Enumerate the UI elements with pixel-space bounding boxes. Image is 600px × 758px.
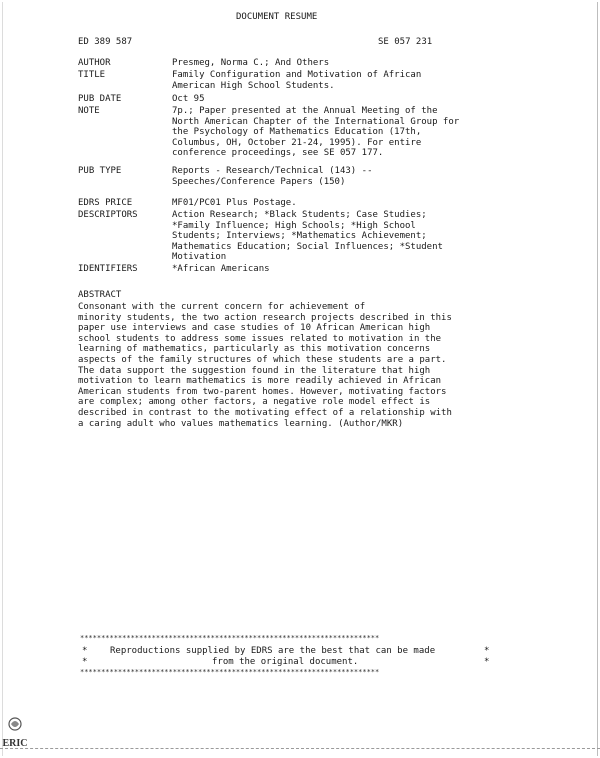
bottom-edge-rule [0,748,600,749]
field-value-pub-date: Oct 95 [172,94,205,104]
field-label-descriptors: DESCRIPTORS [78,210,138,220]
eric-emblem-icon [2,714,28,750]
field-value-note: 7p.; Paper presented at the Annual Meeting of the North American Chapter of the International Group for the Psychology of Mathematics Education (17th, Columbus, OH, October 21-24, 1995). For entire conference proceedings, see SE 057 177. [172,106,460,159]
ed-number: ED 389 587 [78,37,133,47]
se-number: SE 057 231 [378,37,433,47]
field-label-pub-type: PUB TYPE [78,166,122,176]
field-value-title: Family Configuration and Motivation of African American High School Students. [172,70,422,91]
abstract-label: ABSTRACT [78,290,122,300]
field-value-edrs-price: MF01/PC01 Plus Postage. [172,198,297,208]
eric-logo [2,714,28,750]
field-label-pub-date: PUB DATE [78,94,122,104]
footer-star-right-1: * [484,646,490,656]
footer-line-2: from the original document. [212,657,359,667]
field-label-author: AUTHOR [78,58,111,68]
footer-line-1: Reproductions supplied by EDRS are the best that can be made [110,646,436,656]
field-value-identifiers: *African Americans [172,264,270,274]
field-value-author: Presmeg, Norma C.; And Others [172,58,330,68]
footer-star-rule-top: *********************************************************************** [80,634,380,642]
footer-star-left-2: * [82,657,88,667]
abstract-text: Consonant with the current concern for achievement of minority students, the two action research projects described in this paper use interviews and case studies of 10 African American high school students to address some issues related to motivation in the learning of mathematics, particularly as this motivation concerns aspects of the family structures of which these students are a part. The data support the suggestion found in the literature that high motivation to learn mathematics is more readily achieved in African American students from two-parent homes. However, motivating factors are complex; among other factors, a negative role model effect is described in contrast to the motivating effect of a relationship with a caring adult who values mathematics learning. (Author/MKR) [78,302,452,429]
field-label-identifiers: IDENTIFIERS [78,264,138,274]
footer-star-left-1: * [82,646,88,656]
eric-logo-text: ERIC [2,738,28,749]
field-label-edrs-price: EDRS PRICE [78,198,133,208]
document-title: DOCUMENT RESUME [236,12,318,22]
field-value-pub-type: Reports - Research/Technical (143) -- Speeches/Conference Papers (150) [172,166,373,187]
footer-star-right-2: * [484,657,490,667]
field-value-descriptors: Action Research; *Black Students; Case Studies; *Family Influence; High Schools; *High School Students; Interviews; *Mathematics Achievement; Mathematics Education; Social Influences; *Student Motivation [172,210,443,263]
field-label-note: NOTE [78,106,100,116]
footer-star-rule-bottom: *********************************************************************** [80,668,380,676]
field-label-title: TITLE [78,70,106,80]
